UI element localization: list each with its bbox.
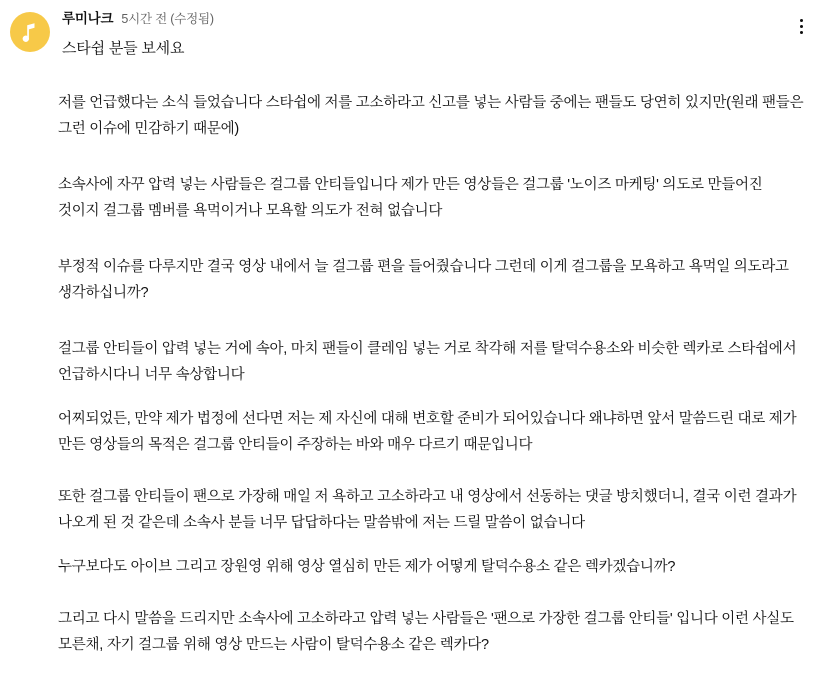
post-header bbox=[0, 10, 835, 59]
menu-dot bbox=[800, 25, 803, 28]
post-paragraph: 그리고 다시 말씀을 드리지만 소속사에 고소하라고 압력 넣는 사람들은 '팬으로 가장한 걸그룹 안티들' 입니다 이런 사실도 모른채, 자기 걸그룹 위해 영상 만드는 사람이 탈덕수용소 같은 렉카다? bbox=[58, 610, 798, 653]
post-paragraph: 저를 언급했다는 소식 들었습니다 스타쉽에 저를 고소하라고 신고를 넣는 사람들 중에는 팬들도 당연히 있지만(원래 팬들은 그런 이슈에 민감하기 때문에) bbox=[58, 94, 808, 137]
avatar[interactable] bbox=[10, 12, 50, 52]
post-body bbox=[0, 59, 835, 658]
post-paragraph: 소속사에 자꾸 압력 넣는 사람들은 걸그룹 안티들입니다 제가 만든 영상들은 걸그룹 '노이즈 마케팅' 의도로 만들어진 것이지 걸그룹 멤버를 욕먹이거나 모욕할 의도가 전혀 없습니다 bbox=[58, 176, 767, 219]
post-paragraph: 또한 걸그룹 안티들이 팬으로 가장해 매일 저 욕하고 고소하라고 내 영상에서 선동하는 댓글 방치했더니, 결국 이런 결과가 나오게 된 것 같은데 소속사 분들 너무 답답하다는 말씀밖에 저는 드릴 말씀이 없습니다 bbox=[58, 488, 801, 531]
menu-dot bbox=[800, 31, 803, 34]
post-paragraph: 누구보다도 아이브 그리고 장원영 위해 영상 열심히 만든 제가 어떻게 탈덕수용소 같은 렉카겠습니까? bbox=[58, 558, 676, 575]
post-paragraph: 부정적 이슈를 다루지만 결국 영상 내에서 늘 걸그룹 편을 들어줬습니다 그런데 이게 걸그룹을 모욕하고 욕먹일 의도라고 생각하십니까? bbox=[58, 258, 793, 301]
post-title: 스타쉽 분들 보세요 bbox=[62, 40, 185, 57]
post-paragraph: 어찌되었든, 만약 제가 법정에 선다면 저는 제 자신에 대해 변호할 준비가 되어있습니다 왜냐하면 앞서 말씀드린 대로 제가 만든 영상들의 목적은 걸그룹 안티들이 주장하는 바와 매우 다르기 때문입니다 bbox=[58, 410, 801, 453]
post-timestamp: 5시간 전 (수정됨) bbox=[121, 12, 214, 26]
post-author[interactable]: 루미나크 bbox=[62, 11, 114, 26]
post-meta bbox=[62, 10, 787, 30]
menu-dot bbox=[800, 19, 803, 22]
post-paragraph: 걸그룹 안티들이 압력 넣는 거에 속아, 마치 팬들이 클레임 넣는 거로 착각해 저를 탈덕수용소와 비슷한 렉카로 스타쉽에서 언급하시다니 너무 속상합니다 bbox=[58, 340, 801, 383]
more-options-icon[interactable] bbox=[787, 12, 815, 40]
post-header-body bbox=[50, 10, 787, 59]
